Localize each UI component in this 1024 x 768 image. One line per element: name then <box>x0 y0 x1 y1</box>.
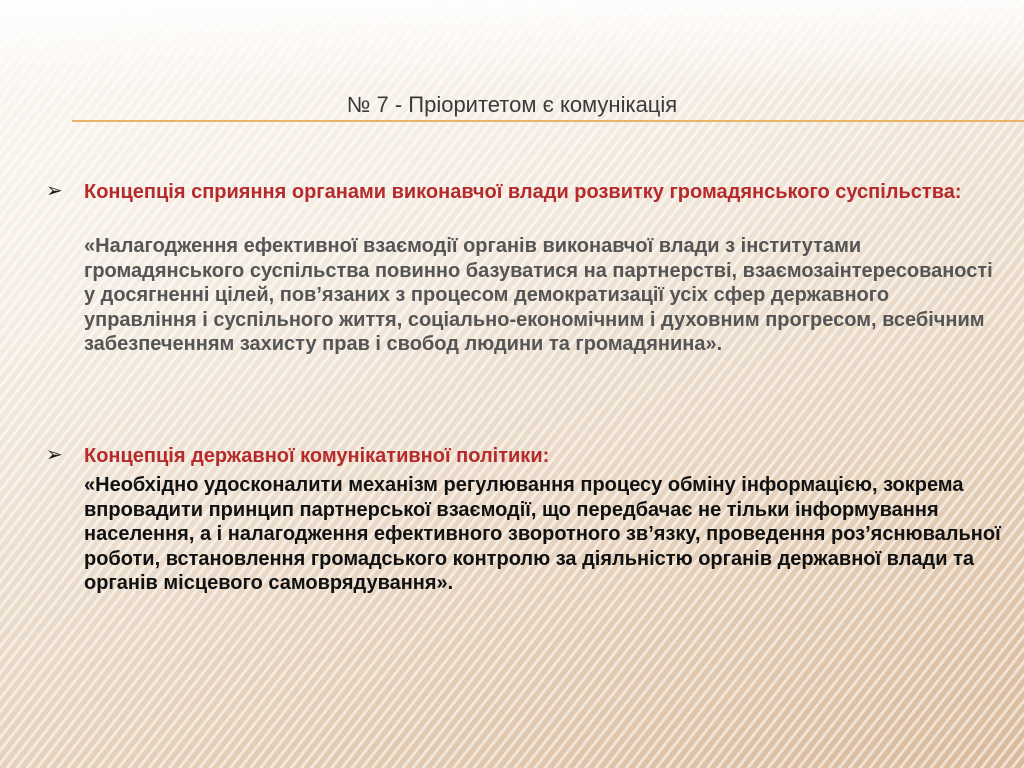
title-underline <box>72 120 1024 122</box>
section-quote-2: «Необхідно удосконалити механізм регулювання процесу обміну інформацією, зокрема впровадити принцип партнерської взаємодії, що передбачає не тільки інформування населення, а і налагодження ефективного зворотного зв’язку, проведення роз’яснювальної роботи, встановлення громадського контролю за діяльністю органів державної влади та органів місцевого самоврядування». <box>84 474 1001 594</box>
arrow-bullet-icon: ➢ <box>46 442 63 466</box>
slide-title: № 7 - Пріоритетом є комунікація <box>346 92 678 117</box>
section-heading-1: Концепція сприяння органами виконавчої влади розвитку громадянського суспільства: <box>84 181 962 203</box>
arrow-bullet-icon: ➢ <box>46 178 63 202</box>
background-fade <box>0 0 1024 90</box>
section-quote-1: «Налагодження ефективної взаємодії органів виконавчої влади з інститутами громадянського суспільства повинно базуватися на партнерстві, взаємозаінтересованості у досягненні цілей, пов’язаних з процесом демократизації усіх сфер державного управління і суспільного життя, соціально-економічним і духовним прогресом, всебічним забезпеченням захисту прав і свобод людини та громадянина». <box>84 235 993 355</box>
section-heading-2: Концепція державної комунікативної політики: <box>84 445 550 467</box>
